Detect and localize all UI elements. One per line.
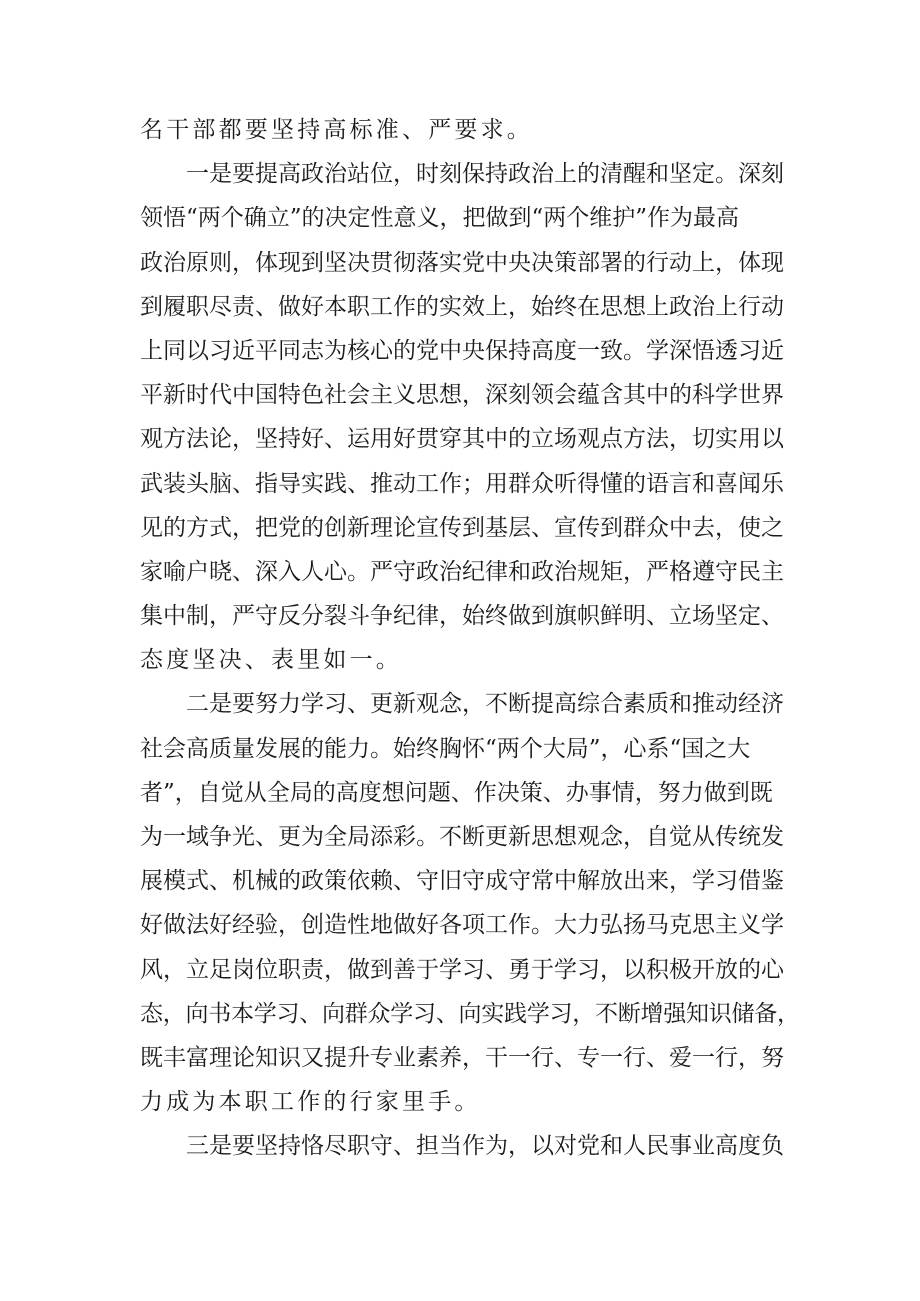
paragraph-line: 平新时代中国特色社会主义思想，深刻领会蕴含其中的科学世界 xyxy=(140,382,784,409)
paragraph-first-line: 三是要坚持恪尽职守、担当作为，以对党和人民事业高度负 xyxy=(186,1133,784,1160)
paragraph-line: 态度坚决、表里如一。 xyxy=(140,647,402,674)
paragraph-line: 社会高质量发展的能力。始终胸怀“两个大局”，心系“国之大 xyxy=(140,735,751,762)
paragraph-line: 为一域争光、更为全局添彩。不断更新思想观念，自觉从传统发 xyxy=(140,824,784,850)
paragraph-line: 领悟“两个确立”的决定性意义，把做到“两个维护”作为最高 xyxy=(140,205,740,232)
document-body xyxy=(140,108,800,1169)
paragraph-line: 好做法好经验，创造性地做好各项工作。大力弘扬马克思主义学 xyxy=(140,912,784,939)
paragraph-line: 风，立足岗位职责，做到善于学习、勇于学习，以积极开放的心 xyxy=(140,956,784,983)
paragraph-line: 观方法论，坚持好、运用好贯穿其中的立场观点方法，切实用以 xyxy=(140,426,784,453)
paragraph-line: 武装头脑、指导实践、推动工作；用群众听得懂的语言和喜闻乐 xyxy=(140,470,784,497)
paragraph-line: 见的方式，把党的创新理论宣传到基层、宣传到群众中去，使之 xyxy=(140,514,784,541)
paragraph-line: 展模式、机械的政策依赖、守旧守成守常中解放出来，学习借鉴 xyxy=(140,868,784,895)
paragraph-line: 家喻户晓、深入人心。严守政治纪律和政治规矩，严格遵守民主 xyxy=(140,558,784,585)
paragraph-line: 集中制，严守反分裂斗争纪律，始终做到旗帜鲜明、立场坚定、 xyxy=(140,603,784,630)
paragraph-line: 到履职尽责、做好本职工作的实效上，始终在思想上政治上行动 xyxy=(140,293,784,320)
paragraph-line: 者”，自觉从全局的高度想问题、作决策、办事情，努力做到既 xyxy=(140,779,773,806)
paragraph-line: 既丰富理论知识又提升专业素养，干一行、专一行、爱一行，努 xyxy=(140,1044,784,1071)
paragraph-line: 态，向书本学习、向群众学习、向实践学习，不断增强知识储备， xyxy=(140,1000,800,1027)
paragraph-first-line: 一是要提高政治站位，时刻保持政治上的清醒和坚定。深刻 xyxy=(186,161,784,188)
paragraph-line: 名干部都要坚持高标准、严要求。 xyxy=(140,117,533,143)
paragraph-line: 上同以习近平同志为核心的党中央保持高度一致。学深悟透习近 xyxy=(140,337,784,364)
paragraph-line: 力成为本职工作的行家里手。 xyxy=(140,1089,481,1116)
paragraph-first-line: 二是要努力学习、更新观念，不断提高综合素质和推动经济 xyxy=(186,691,784,718)
paragraph-line: 政治原则，体现到坚决贯彻落实党中央决策部署的行动上，体现 xyxy=(140,249,784,276)
